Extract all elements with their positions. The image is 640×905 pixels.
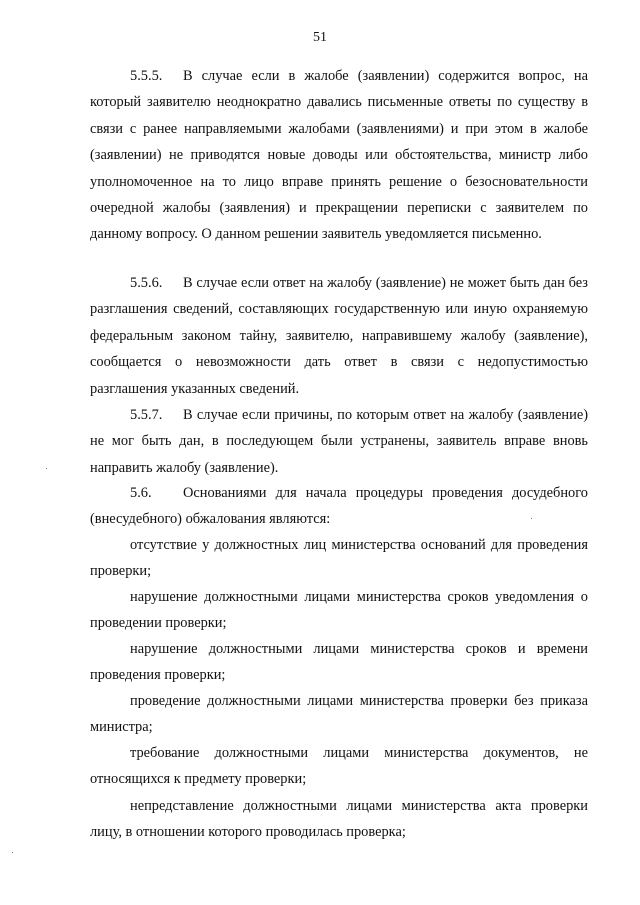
paragraph-text: В случае если в жалобе (заявлении) содержится вопрос, на который заявителю неоднократно давались письменные ответы по существу в связи с ранее направляемыми жалобами (заявлениями) и при этом в жалобе (заявлении) не приводятся новые доводы или обстоятельства, министр либо уполномоченное на то лицо вправе принять решение о безосновательности очередной жалобы (заявления) и прекращении переписки с заявителем по данному вопросу. О данном решении заявитель уведомляется письменно. [90,68,588,243]
paragraph-text: Основаниями для начала процедуры проведения досудебного (внесудебного) обжалования являются: [90,485,588,528]
list-item: требование должностными лицами министерства документов, не относящихся к предмету проверки; [90,745,588,788]
list-item: нарушение должностными лицами министерства сроков уведомления о проведении проверки; [90,589,588,632]
paragraph-text: В случае если причины, по которым ответ на жалобу (заявление) не мог быть дан, в последующем были устранены, заявитель вправе вновь направить жалобу (заявление). [90,407,588,476]
paragraph-5-5-5 [90,63,588,248]
scan-speck [46,468,47,469]
paragraph-5-5-7 [90,402,588,481]
paragraph-number: 5.6. [130,485,152,501]
list-item: отсутствие у должностных лиц министерства оснований для проведения проверки; [90,537,588,580]
paragraph-5-6 [90,480,588,533]
paragraph-number: 5.5.6. [130,275,163,291]
scan-speck [531,518,532,519]
paragraph-text: В случае если ответ на жалобу (заявление) не может быть дан без разглашения сведений, составляющих государственную или иную охраняемую федеральным законом тайну, заявителю, направившему жалобу (заявление), сообщается о невозможности дать ответ в связи с недопустимостью разглашения указанных сведений. [90,275,588,397]
paragraph-number: 5.5.5. [130,68,163,84]
list-item: проведение должностными лицами министерства проверки без приказа министра; [90,693,588,736]
paragraph-5-5-6 [90,270,588,402]
page-number: 51 [313,30,327,45]
list-item: непредставление должностными лицами министерства акта проверки лицу, в отношении которого проводилась проверка; [90,798,588,841]
paragraph-number: 5.5.7. [130,407,163,423]
list-item: нарушение должностными лицами министерства сроков и времени проведения проверки; [90,641,588,684]
scan-speck [12,852,13,853]
